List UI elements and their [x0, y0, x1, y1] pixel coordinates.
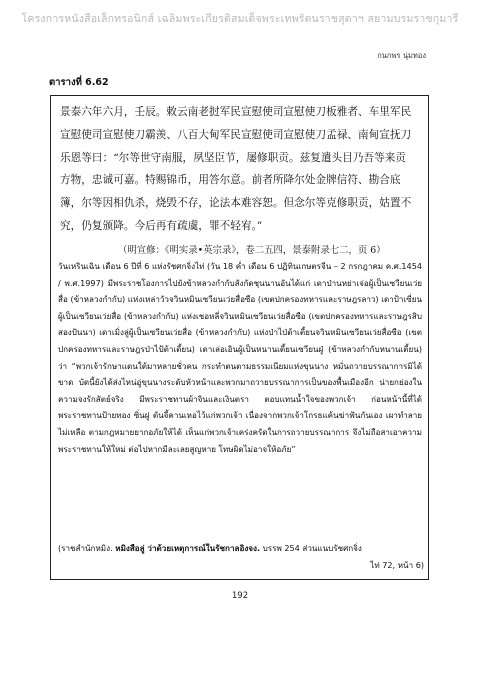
thai-source-line2: ไท่ 72, หน้า 6) [370, 559, 424, 570]
header-watermark: โครงการหนังสือเล็กทรอนิกส์ เฉลิมพระเกียรติสมเด็จพระเทพรัตนราชสุดาฯ สยามบรมราชกุมารี [21, 13, 459, 25]
page-number: 192 [231, 591, 249, 601]
author-name: กนกพร นุ่มทอง [377, 51, 426, 60]
thai-source-prefix: (ราชสำนักหมิง. [58, 543, 116, 553]
thai-source-title: หมิงสือลู่ ว่าด้วยเหตุการณ์ในรัชกาลอิงจง. [115, 543, 261, 553]
chinese-line: 究，仍复颁降。今后再有疏虞，罪不轻宥。” [60, 219, 263, 232]
chinese-line: 方物，忠诚可嘉。特赐锦币，用答尔意。前者所降尔处金牌信符、勘合底 [60, 174, 401, 187]
thai-source-rest: บรรพ 254 ส่วนแนบรัชศกจิ่ง [260, 543, 362, 553]
chinese-line: 乐恩等曰：“尔等世守南服，夙坚臣节，屡修职贡。兹复遣头目乃吾等来贡 [60, 151, 407, 164]
thai-source-citation [58, 540, 424, 574]
table-title: ตารางที่ 6.62 [49, 77, 109, 88]
chinese-source-citation: （明宣修：《明实录•英宗录》，卷二五四，景泰附录七二，页 6） [118, 245, 386, 256]
chinese-line: 宣慰使司宣慰使刀霸羡、八百大甸军民宣慰使司宣慰使刀孟禄、南甸宣抚刀 [60, 128, 412, 141]
thai-translation: วันเหรินเฉิน เดือน 6 ปีที่ 6 แห่งรัชศกจิ่งไท่ (วัน 18 ค่ำ เดือน 6 ปฏิทินเกษตรจีน – 2 กรกฎาคม ค.ศ.1454 / พ.ศ.1997) มีพระราชโองการไปยังข้าหลวงกำกับสังกัดชุนนานอันได้แก่ เดาป่านหย่าเจ่อผู้เป็นเซวียนเว่ยสื่อ (ข้าหลวงกำกับ) แห่งเหล่าวัวจวินหมินเซวียนเว่ยสื่อซือ (เขตปกครองทหารและราษฎรลาว) เดาป้าเซี่ยนผู้เป็นเซวียนเว่ยสื่อ (ข้าหลวงกำกับ) แห่งเชอหลี่จวินหมินเซวียนเว่ยสื่อซือ (เขตปกครองทหารและราษฎรสิบสองปันนา) เดาเมิ่งลู่ผู้เป็นเซวียนเว่ยสื่อ (ข้าหลวงกำกับ) แห่งป่าไป่ต้าเตี้ยนจวินหมินเซวียนเว่ยสื่อซือ (เขตปกครองทหารและราษฎรป่าไป้ต้าเตี้ยน) เดาเล่อเอินผู้เป็นหนานเตี้ยนเซวียนฝู่ (ข้าหลวงกำกับหนานเตี้ยน) ว่า “พวกเจ้ารักษาแดนใต้มาหลายชั่วคน กระทำตนตามธรรมเนียมแห่งขุนนาง หมั่นถวายบรรณาการมิได้ขาด บัดนี้ยังได้ส่งไหน่อู่ขุนนางระดับหัวหน้าและพวกมาถวายบรรณาการเป็นของพื้นเมืองอีก น่ายกย่องในความจงรักสัตย์จริง มีพระราชทานผ้าจินและเงินตรา ตอบแทนน้ำใจของพวกเจ้า ก่อนหน้านี้ที่ได้พระราชทานป้ายทอง ซิ่นฝู ตันจี้คานเหอไว้แก่พวกเจ้า เนื่องจากพวกเจ้าโกรธแค้นฆ่าฟันกันเอง เผาทำลายไม่เหลือ ตามกฎหมายยากอภัยให้ได้ เห็นแก่พวกเจ้าเคร่งครัดในการถวายบรรณาการ จึงไม่ถือสาเอาความ พระราชทานให้ใหม่ ต่อไปหากมีละเลยสูญหาย โทษผิดไม่อาจให้อภัย” [58, 261, 422, 454]
chinese-line: 景泰六年六月，壬辰。敕云南老挝军民宣慰使司宣慰使刀板雅者、车里军民 [60, 106, 412, 118]
chinese-line: 簿，尔等因相仇杀，烧毁不存，论法本难容恕。但念尔等克修职贡，姑置不 [60, 197, 412, 210]
thai-source-line1 [58, 540, 424, 557]
chinese-text [60, 101, 422, 238]
